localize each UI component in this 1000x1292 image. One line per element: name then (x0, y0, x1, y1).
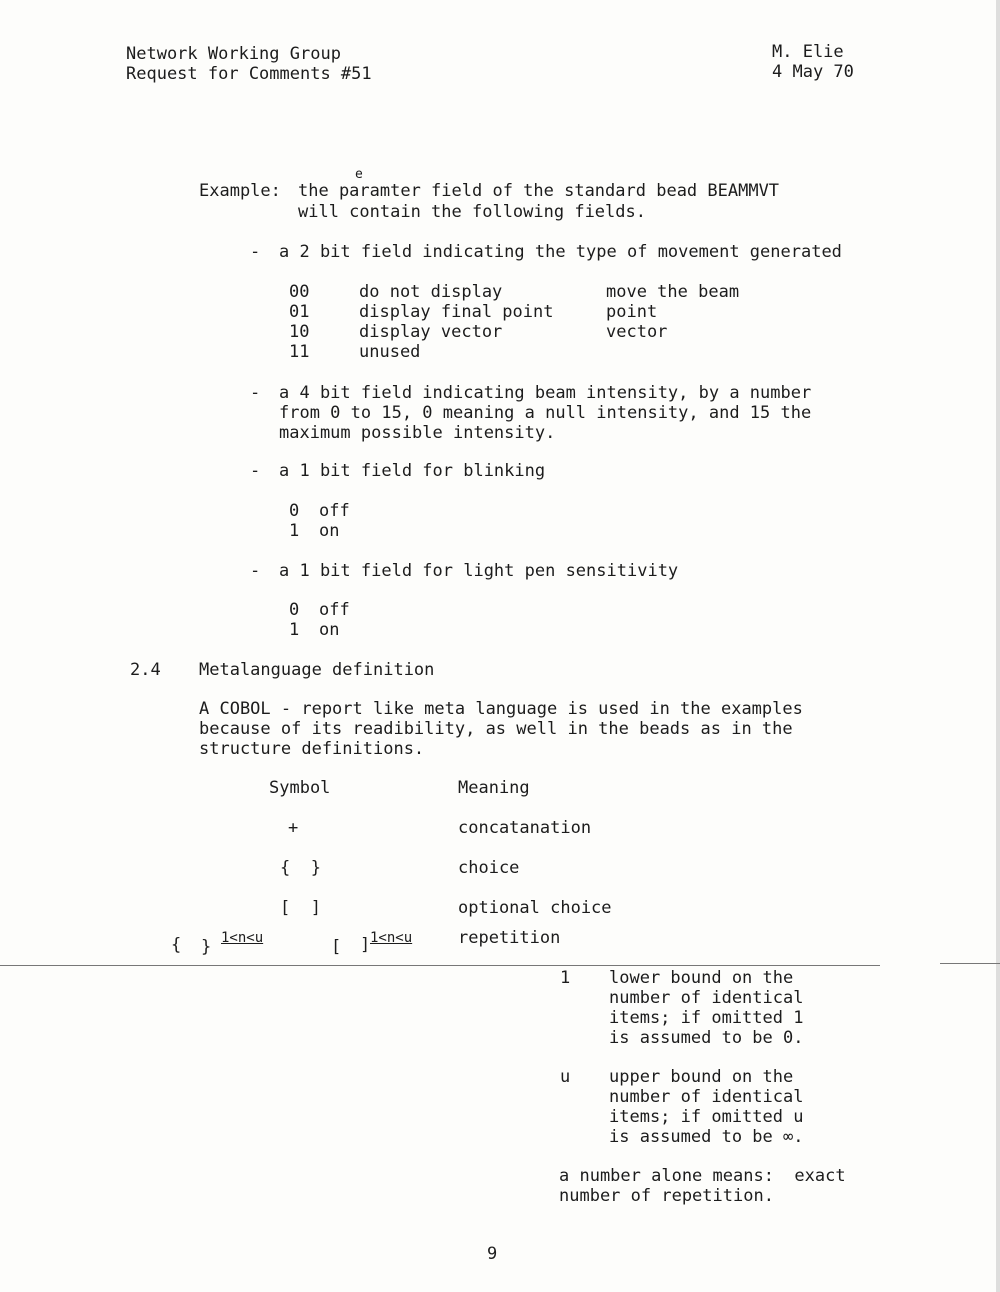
value-cell: off (319, 501, 350, 521)
code-cell: 0 (289, 600, 300, 620)
rep-brace-left: { (171, 935, 182, 955)
symbol-cell: + (288, 818, 299, 838)
page-number: 9 (487, 1244, 498, 1264)
bound-desc-l1: upper bound on the (609, 1067, 794, 1087)
rep-brace-right: } (201, 937, 212, 957)
bound-symbol: 1 (560, 968, 571, 988)
meaning-cell: optional choice (458, 898, 612, 918)
bound-desc-l4: is assumed to be 0. (609, 1028, 804, 1048)
header-group: Network Working Group (126, 44, 341, 64)
rep-subscript: 1<n<u (370, 930, 413, 946)
bullet-intensity-l2: from 0 to 15, 0 meaning a null intensity, and 15 the (279, 403, 812, 423)
header-date: 4 May 70 (772, 62, 854, 82)
meaning-cell: choice (458, 858, 520, 878)
rep-bracket-right: ] (360, 935, 371, 955)
bullet-dash: - (250, 242, 261, 262)
footnote-l1: a number alone means: exact (559, 1166, 846, 1186)
fold-line (940, 963, 1000, 964)
symbol-header: Symbol (269, 778, 331, 798)
bullet-dash: - (250, 383, 261, 403)
header-author: M. Elie (772, 42, 844, 62)
bound-symbol: u (560, 1067, 571, 1087)
bound-desc-l1: lower bound on the (609, 968, 794, 988)
header-rfc: Request for Comments #51 (126, 64, 372, 84)
meaning-cell: repetition (458, 928, 561, 948)
note-cell: vector (606, 322, 668, 342)
value-cell: off (319, 600, 350, 620)
code-cell: 00 (289, 282, 310, 302)
meaning-header: Meaning (458, 778, 530, 798)
desc-cell: display vector (359, 322, 503, 342)
section-title: Metalanguage definition (199, 660, 435, 680)
section-para-l3: structure definitions. (199, 739, 425, 759)
section-para-l1: A COBOL - report like meta language is used in the examples (199, 699, 803, 719)
bound-desc-l4: is assumed to be ∞. (609, 1127, 804, 1147)
example-line2: will contain the following fields. (298, 202, 646, 222)
bound-desc-l3: items; if omitted u (609, 1107, 804, 1127)
code-cell: 1 (289, 620, 300, 640)
value-cell: on (319, 620, 340, 640)
section-number: 2.4 (130, 660, 161, 680)
code-cell: 01 (289, 302, 310, 322)
example-label: Example: (199, 181, 281, 201)
bullet-movement: a 2 bit field indicating the type of movement generated (279, 242, 842, 262)
bullet-dash: - (250, 461, 261, 481)
bound-desc-l2: number of identical (609, 988, 804, 1008)
desc-cell: do not display (359, 282, 503, 302)
code-cell: 10 (289, 322, 310, 342)
note-cell: point (606, 302, 658, 322)
bound-desc-l3: items; if omitted 1 (609, 1008, 804, 1028)
symbol-cell: { } (280, 858, 321, 878)
scan-edge-shadow (996, 0, 1000, 1292)
fold-line (0, 965, 880, 966)
example-correction: e (355, 167, 363, 182)
bullet-light-pen: a 1 bit field for light pen sensitivity (279, 561, 679, 581)
desc-cell: unused (359, 342, 421, 362)
value-cell: on (319, 521, 340, 541)
bullet-intensity-l3: maximum possible intensity. (279, 423, 556, 443)
section-para-l2: because of its readibility, as well in the beads as in the (199, 719, 793, 739)
rep-subscript: 1<n<u (221, 930, 264, 946)
bound-desc-l2: number of identical (609, 1087, 804, 1107)
bullet-intensity-l1: a 4 bit field indicating beam intensity, by a number (279, 383, 812, 403)
bullet-dash: - (250, 561, 261, 581)
bullet-blinking: a 1 bit field for blinking (279, 461, 546, 481)
code-cell: 1 (289, 521, 300, 541)
code-cell: 0 (289, 501, 300, 521)
footnote-l2: number of repetition. (559, 1186, 774, 1206)
rep-bracket-left: [ (331, 937, 342, 957)
note-cell: move the beam (606, 282, 740, 302)
symbol-cell: [ ] (280, 898, 321, 918)
code-cell: 11 (289, 342, 310, 362)
example-line1: the paramter field of the standard bead BEAMMVT (298, 181, 780, 201)
desc-cell: display final point (359, 302, 554, 322)
meaning-cell: concatanation (458, 818, 592, 838)
